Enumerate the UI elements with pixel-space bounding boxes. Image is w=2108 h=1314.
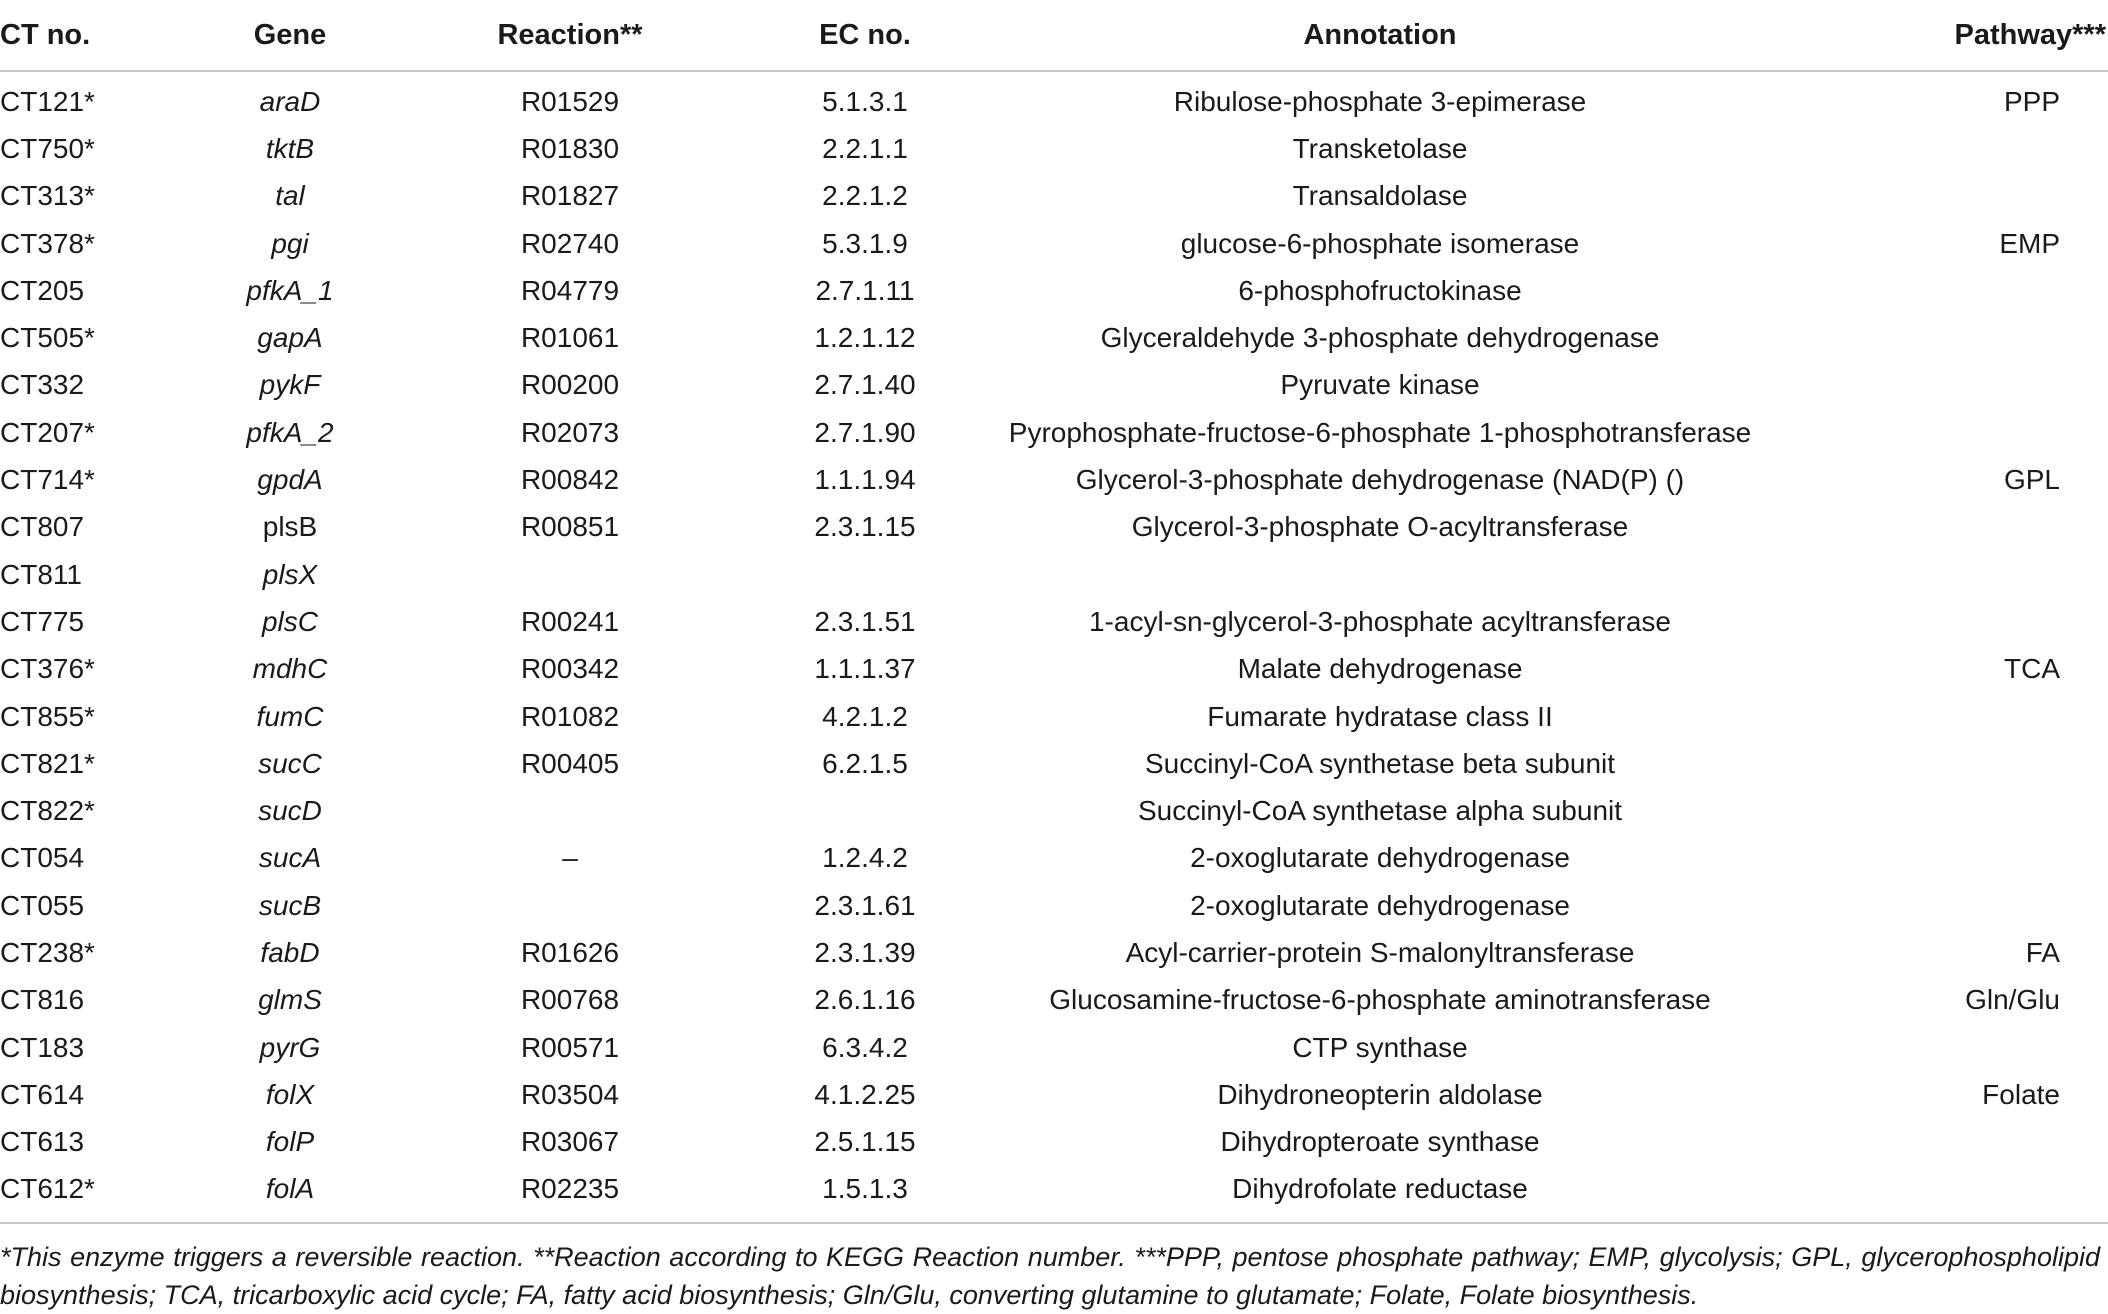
- cell-annotation: Pyruvate kinase: [1280, 369, 1480, 401]
- cell-gene: mdhC: [252, 653, 328, 685]
- cell-gene: folX: [265, 1078, 315, 1110]
- cell-reaction: R01529: [520, 85, 620, 117]
- cell-annotation: Ribulose-phosphate 3-epimerase: [1173, 85, 1587, 117]
- cell-annotation: Succinyl-CoA synthetase beta subunit: [1144, 747, 1616, 779]
- cell-ct-no: CT505*: [0, 322, 95, 354]
- cell-reaction: R00571: [520, 1031, 620, 1063]
- table-row: [0, 929, 2108, 976]
- cell-ec-no: 4.2.1.2: [822, 700, 908, 732]
- cell-reaction: R01827: [520, 180, 620, 212]
- cell-pathway: [1760, 504, 2108, 551]
- cell-reaction: R01082: [520, 700, 620, 732]
- cell-ct-no: CT855*: [0, 700, 95, 732]
- cell-ct-no: CT205: [0, 274, 85, 306]
- cell-ct-no: CT811: [0, 558, 82, 590]
- table-row: [0, 125, 2108, 172]
- cell-gene: gapA: [257, 322, 323, 354]
- cell-annotation: glucose-6-phosphate isomerase: [1180, 227, 1580, 259]
- cell-reaction: [410, 787, 730, 834]
- cell-gene: fumC: [256, 700, 324, 732]
- cell-annotation: Acyl-carrier-protein S-malonyltransferase: [1125, 936, 1635, 968]
- cell-ec-no: [730, 787, 1000, 834]
- table-row: [0, 456, 2108, 503]
- cell-gene: plsB: [262, 511, 318, 543]
- cell-ec-no: 4.1.2.25: [814, 1078, 916, 1110]
- cell-ct-no: CT183: [0, 1031, 85, 1063]
- header-pathway: Pathway***: [1760, 0, 2108, 71]
- cell-ec-no: 2.7.1.11: [815, 274, 915, 306]
- cell-reaction: R02073: [520, 416, 620, 448]
- cell-reaction: R04779: [520, 274, 620, 306]
- table-row: [0, 598, 2108, 645]
- cell-ct-no: CT613: [0, 1126, 85, 1158]
- cell-ct-no: CT750*: [0, 132, 95, 164]
- table-row: [0, 646, 2108, 693]
- cell-reaction: R02740: [520, 227, 620, 259]
- cell-pathway: [1760, 551, 2108, 598]
- table-row: [0, 1166, 2108, 1221]
- cell-ec-no: 2.3.1.39: [814, 936, 916, 968]
- header-row: [0, 0, 2108, 71]
- cell-ec-no: 2.3.1.61: [814, 889, 916, 921]
- cell-reaction: R01061: [520, 322, 620, 354]
- cell-annotation: Malate dehydrogenase: [1237, 653, 1523, 685]
- header-ec-no: EC no.: [730, 0, 1000, 71]
- cell-ct-no: CT332: [0, 369, 85, 401]
- cell-ec-no: 6.3.4.2: [822, 1031, 908, 1063]
- table-row: [0, 267, 2108, 314]
- cell-pathway: [1760, 1166, 2108, 1221]
- cell-gene: pfkA_1: [246, 274, 334, 306]
- bottom-rule: [0, 1222, 2108, 1224]
- table-row: [0, 409, 2108, 456]
- cell-pathway: TCA: [2004, 653, 2060, 685]
- cell-reaction: R03067: [520, 1126, 620, 1158]
- cell-pathway: [1760, 835, 2108, 882]
- header-reaction: Reaction**: [410, 0, 730, 71]
- cell-ec-no: 5.3.1.9: [822, 227, 908, 259]
- cell-pathway: Folate: [1982, 1078, 2060, 1110]
- cell-ec-no: 1.2.1.12: [814, 322, 916, 354]
- cell-reaction: R03504: [520, 1078, 620, 1110]
- cell-pathway: [1760, 787, 2108, 834]
- cell-ct-no: CT313*: [0, 180, 95, 212]
- table-row: [0, 977, 2108, 1024]
- cell-ec-no: 2.3.1.51: [814, 605, 916, 637]
- cell-ec-no: 2.7.1.40: [814, 369, 916, 401]
- cell-ct-no: CT822*: [0, 795, 95, 827]
- cell-ec-no: 1.5.1.3: [822, 1173, 908, 1205]
- cell-annotation: Succinyl-CoA synthetase alpha subunit: [1137, 795, 1623, 827]
- cell-ec-no: 2.7.1.90: [814, 416, 916, 448]
- table-row: [0, 71, 2108, 125]
- cell-reaction: R00200: [520, 369, 620, 401]
- cell-reaction: R00851: [520, 511, 620, 543]
- table-row: [0, 362, 2108, 409]
- cell-reaction: –: [562, 842, 578, 874]
- cell-ec-no: 1.2.4.2: [822, 842, 908, 874]
- cell-annotation: 2-oxoglutarate dehydrogenase: [1190, 889, 1570, 921]
- cell-pathway: [1760, 173, 2108, 220]
- cell-reaction: [410, 882, 730, 929]
- cell-gene: folP: [265, 1126, 315, 1158]
- table-row: [0, 220, 2108, 267]
- cell-gene: tktB: [265, 132, 315, 164]
- cell-annotation: [1000, 551, 1760, 598]
- cell-annotation: Glyceraldehyde 3-phosphate dehydrogenase: [1100, 322, 1660, 354]
- table-body: [0, 71, 2108, 1221]
- table-row: [0, 504, 2108, 551]
- cell-gene: pgi: [271, 227, 309, 259]
- cell-ec-no: 1.1.1.94: [814, 464, 916, 496]
- cell-ct-no: CT376*: [0, 653, 95, 685]
- cell-ct-no: CT807: [0, 511, 85, 543]
- cell-pathway: [1760, 409, 2108, 456]
- cell-reaction: R00241: [520, 605, 620, 637]
- cell-annotation: Fumarate hydratase class II: [1207, 700, 1553, 732]
- cell-pathway: EMP: [1999, 227, 2060, 259]
- cell-pathway: [1760, 125, 2108, 172]
- cell-ct-no: CT207*: [0, 416, 95, 448]
- cell-annotation: 1-acyl-sn-glycerol-3-phosphate acyltransferase: [1088, 605, 1672, 637]
- cell-ec-no: 2.6.1.16: [814, 984, 916, 1016]
- cell-annotation: Pyrophosphate-fructose-6-phosphate 1-phosphotransferase: [1008, 416, 1752, 448]
- cell-pathway: [1760, 1119, 2108, 1166]
- cell-annotation: Dihydropteroate synthase: [1220, 1126, 1540, 1158]
- cell-reaction: R01626: [520, 936, 620, 968]
- header-ct-no: CT no.: [0, 0, 170, 71]
- cell-ct-no: CT055: [0, 889, 85, 921]
- cell-gene: plsX: [262, 558, 318, 590]
- cell-ec-no: [730, 551, 1000, 598]
- cell-ct-no: CT714*: [0, 464, 95, 496]
- table-header: [0, 0, 2108, 71]
- table-row: [0, 882, 2108, 929]
- table-row: [0, 787, 2108, 834]
- cell-annotation: Transketolase: [1292, 132, 1468, 164]
- cell-ec-no: 2.2.1.2: [822, 180, 908, 212]
- cell-reaction: R02235: [520, 1173, 620, 1205]
- cell-annotation: Transaldolase: [1292, 180, 1468, 212]
- cell-reaction: [410, 551, 730, 598]
- table-row: [0, 740, 2108, 787]
- header-gene: Gene: [170, 0, 410, 71]
- cell-annotation: Dihydroneopterin aldolase: [1217, 1078, 1543, 1110]
- cell-pathway: [1760, 693, 2108, 740]
- table-row: [0, 314, 2108, 361]
- cell-gene: plsC: [261, 605, 318, 637]
- cell-gene: gpdA: [257, 464, 323, 496]
- cell-pathway: FA: [2025, 936, 2060, 968]
- table-row: [0, 1071, 2108, 1118]
- cell-ec-no: 2.3.1.15: [814, 511, 916, 543]
- table-row: [0, 551, 2108, 598]
- cell-ct-no: CT612*: [0, 1173, 95, 1205]
- cell-pathway: [1760, 1024, 2108, 1071]
- cell-annotation: Glucosamine-fructose-6-phosphate aminotransferase: [1049, 984, 1711, 1016]
- cell-gene: sucD: [258, 795, 322, 827]
- cell-ct-no: CT775: [0, 605, 85, 637]
- cell-reaction: R00342: [520, 653, 620, 685]
- cell-pathway: [1760, 267, 2108, 314]
- cell-pathway: [1760, 598, 2108, 645]
- cell-ct-no: CT121*: [0, 85, 95, 117]
- cell-gene: sucC: [258, 747, 322, 779]
- cell-ec-no: 2.5.1.15: [814, 1126, 916, 1158]
- cell-gene: folA: [265, 1173, 315, 1205]
- cell-ct-no: CT238*: [0, 936, 95, 968]
- cell-ct-no: CT054: [0, 842, 85, 874]
- cell-pathway: [1760, 740, 2108, 787]
- table-row: [0, 693, 2108, 740]
- cell-gene: glmS: [258, 984, 322, 1016]
- cell-gene: tal: [275, 180, 305, 212]
- cell-annotation: CTP synthase: [1292, 1031, 1468, 1063]
- cell-pathway: Gln/Glu: [1965, 984, 2060, 1016]
- table-row: [0, 173, 2108, 220]
- cell-ct-no: CT816: [0, 984, 85, 1016]
- cell-reaction: R00842: [520, 464, 620, 496]
- cell-gene: sucB: [258, 889, 322, 921]
- cell-annotation: Glycerol-3-phosphate O-acyltransferase: [1131, 511, 1629, 543]
- cell-ct-no: CT614: [0, 1078, 85, 1110]
- cell-ec-no: 5.1.3.1: [822, 85, 908, 117]
- cell-pathway: GPL: [2003, 464, 2060, 496]
- cell-ec-no: 6.2.1.5: [822, 747, 908, 779]
- cell-ec-no: 1.1.1.37: [814, 653, 916, 685]
- cell-ct-no: CT821*: [0, 747, 95, 779]
- cell-ct-no: CT378*: [0, 227, 95, 259]
- table-row: [0, 1119, 2108, 1166]
- cell-annotation: Dihydrofolate reductase: [1232, 1173, 1528, 1205]
- cell-gene: araD: [259, 85, 321, 117]
- cell-annotation: 2-oxoglutarate dehydrogenase: [1190, 842, 1570, 874]
- cell-pathway: [1760, 314, 2108, 361]
- cell-gene: pyrG: [259, 1031, 321, 1063]
- table-row: [0, 1024, 2108, 1071]
- header-annotation: Annotation: [1000, 0, 1760, 71]
- cell-pathway: [1760, 882, 2108, 929]
- cell-annotation: 6-phosphofructokinase: [1238, 274, 1522, 306]
- cell-gene: pykF: [259, 369, 321, 401]
- cell-gene: fabD: [260, 936, 320, 968]
- cell-gene: sucA: [258, 842, 322, 874]
- table-footnote: *This enzyme triggers a reversible reaction. **Reaction according to KEGG Reaction number. ***PPP, pentose phosphate pathway; EMP, glycolysis; GPL, glycerophospholipid biosynthesis; TCA, tricarboxylic acid cycle; FA, fatty acid biosynthesis; Gln/Glu, converting glutamine to glutamate; Folate, Folate biosynthesis.: [0, 1242, 2100, 1310]
- cell-gene: pfkA_2: [246, 416, 334, 448]
- cell-reaction: R01830: [520, 132, 620, 164]
- cell-pathway: PPP: [2003, 85, 2060, 117]
- cell-pathway: [1760, 362, 2108, 409]
- cell-reaction: R00768: [520, 984, 620, 1016]
- cell-reaction: R00405: [520, 747, 620, 779]
- cell-annotation: Glycerol-3-phosphate dehydrogenase (NAD(P) (): [1075, 464, 1685, 496]
- table-row: [0, 835, 2108, 882]
- cell-ec-no: 2.2.1.1: [822, 132, 908, 164]
